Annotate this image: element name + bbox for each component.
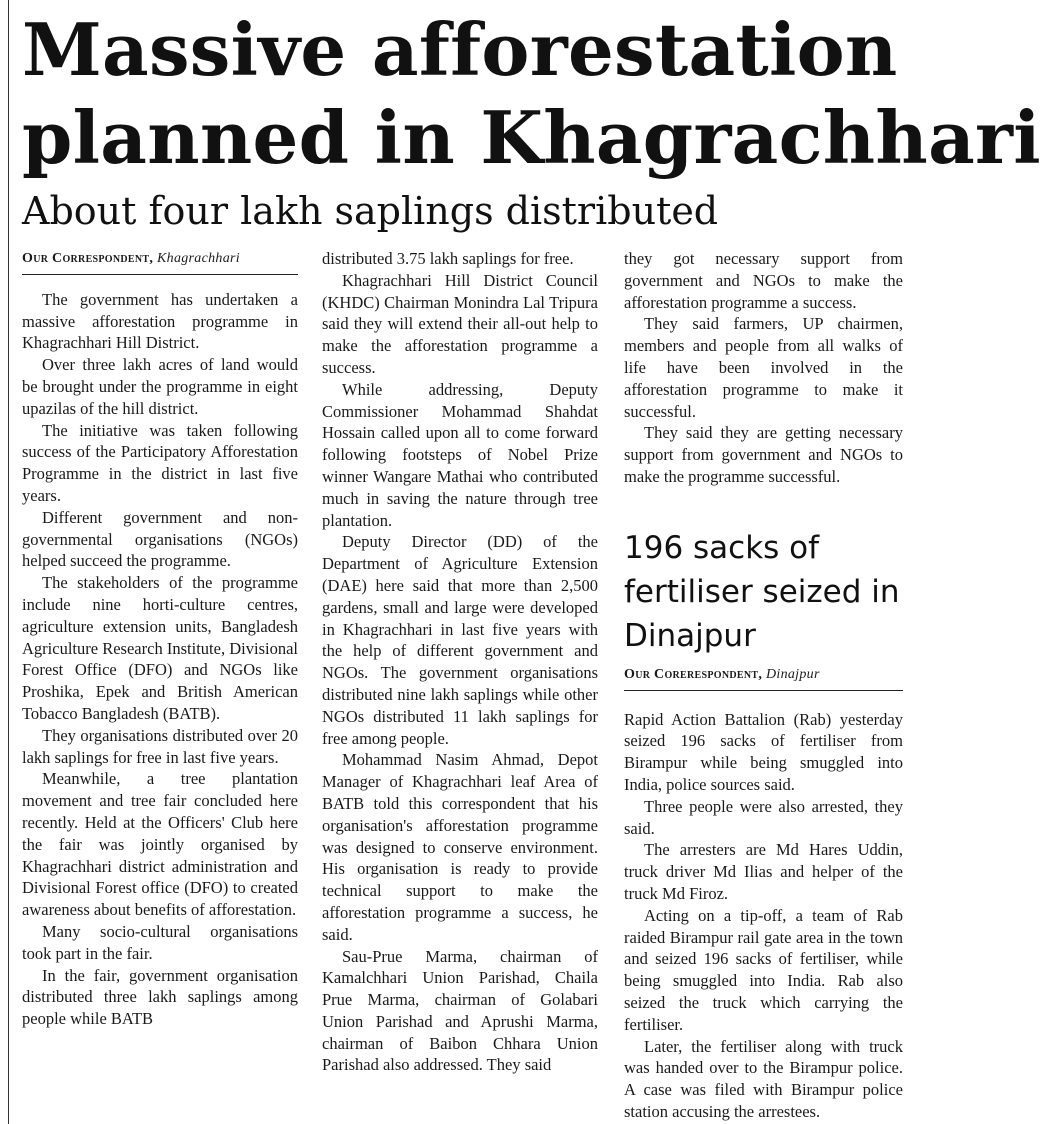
paragraph: In the fair, government organisation distributed three lakh saplings among people while BATB bbox=[22, 965, 298, 1029]
headline-line-1: Massive afforestation bbox=[22, 7, 898, 92]
second-story-byline bbox=[624, 664, 903, 691]
article-column-2 bbox=[322, 248, 598, 1076]
headline-line-2: planned in Khagrachhari bbox=[22, 95, 1041, 180]
paragraph: Over three lakh acres of land would be brought under the programme in eight upazilas of the hill district. bbox=[22, 355, 298, 418]
paragraph: Mohammad Nasim Ahmad, Depot Manager of Khagrachhari leaf Area of BATB told this correspondent that his organisation's afforestation programme was designed to conserve environment. His organisation is ready to provide technical support to make the afforestation programme a success, he said. bbox=[322, 750, 598, 944]
story-subheadline: About four lakh saplings distributed bbox=[22, 189, 719, 233]
paragraph: Sau-Prue Marma, chairman of Kamalchhari Union Parishad, Chaila Prue Marma, chairman of Golabari Union Parishad and Aprushi Marma, chairman of Baibon Chhara Union Parishad also addressed. They said bbox=[322, 946, 598, 1075]
byline-place: Dinajpur bbox=[765, 666, 820, 682]
paragraph: While addressing, Deputy Commissioner Mohammad Shahdat Hossain called upon all to come forward following footsteps of Nobel Prize winner Wangare Mathai who contributed much in saving the nature through tree plantation. bbox=[322, 379, 598, 530]
byline-author: Our Correspondent, bbox=[22, 251, 154, 266]
byline-author: Our Corerespondent, bbox=[624, 666, 763, 682]
paragraph-continued: distributed 3.75 lakh saplings for free. bbox=[322, 249, 574, 268]
paragraph: They said farmers, UP chairmen, members and people from all walks of life have been involved in the afforestation programme to make it successful. bbox=[624, 314, 903, 421]
byline bbox=[22, 248, 298, 275]
paragraph-continued: they got necessary support from government and NGOs to make the afforestation programme a success. bbox=[624, 249, 903, 312]
paragraph: The initiative was taken following success of the Participatory Afforestation Programme in the district in last five years. bbox=[22, 420, 298, 505]
second-story-headline: 196 sacks of fertiliser seized in Dinajpur bbox=[624, 529, 900, 654]
paragraph: Meanwhile, a tree plantation movement and tree fair concluded here recently. Held at the Officers' Club here the fair was jointly organised by Khagrachhari district administration and Divisional Forest office (DFO) to created awareness about benefits of afforestation. bbox=[22, 769, 298, 920]
paragraph: Acting on a tip-off, a team of Rab raided Birampur rail gate area in the town and seized 196 sacks of fertiliser, while being smuggled into India. Rab also seized the truck which carrying the fertiliser. bbox=[624, 905, 903, 1034]
paragraph: The stakeholders of the programme include nine horti-culture centres, agriculture extension units, Bangladesh Agriculture Research Institute, Divisional Forest Office (DFO) and NGOs like Proshika, Epek and British American Tobacco Bangladesh (BATB). bbox=[22, 573, 298, 723]
byline-place: Khagrachhari bbox=[157, 251, 240, 266]
paragraph: Many socio-cultural organisations took part in the fair. bbox=[22, 921, 298, 963]
paragraph: The government has undertaken a massive afforestation programme in Khagrachhari Hill District. bbox=[22, 289, 298, 353]
paragraph: Three people were also arrested, they said. bbox=[624, 796, 903, 838]
article-column-1 bbox=[22, 248, 298, 1030]
column-rule bbox=[8, 0, 9, 1124]
paragraph: Deputy Director (DD) of the Department of Agriculture Extension (DAE) here said that more than 2,500 gardens, small and large were developed in Khagrachhari in last five years with the help of different government and NGOs. The government organisations distributed nine lakh saplings while other NGOs distributed 11 lakh saplings for free among people. bbox=[322, 532, 598, 748]
paragraph: The arresters are Md Hares Uddin, truck driver Md Ilias and helper of the truck Md Firoz. bbox=[624, 840, 903, 903]
paragraph: Rapid Action Battalion (Rab) yesterday seized 196 sacks of fertiliser from Birampur while being smuggled into India, police sources said. bbox=[624, 709, 903, 794]
paragraph: They said they are getting necessary support from government and NGOs to make the programme successful. bbox=[624, 423, 903, 486]
story-headline bbox=[22, 6, 1041, 182]
paragraph: Later, the fertiliser along with truck was handed over to the Birampur police. A case was filed with Birampur police station accusing the arrestees. bbox=[624, 1036, 903, 1121]
paragraph: Khagrachhari Hill District Council (KHDC) Chairman Monindra Lal Tripura said they will extend their all-out help to make the afforestation programme a success. bbox=[322, 270, 598, 377]
article-column-3 bbox=[624, 248, 903, 1123]
paragraph: They organisations distributed over 20 lakh saplings for free in last five years. bbox=[22, 725, 298, 767]
paragraph: Different government and non-governmental organisations (NGOs) helped succeed the programme. bbox=[22, 507, 298, 571]
